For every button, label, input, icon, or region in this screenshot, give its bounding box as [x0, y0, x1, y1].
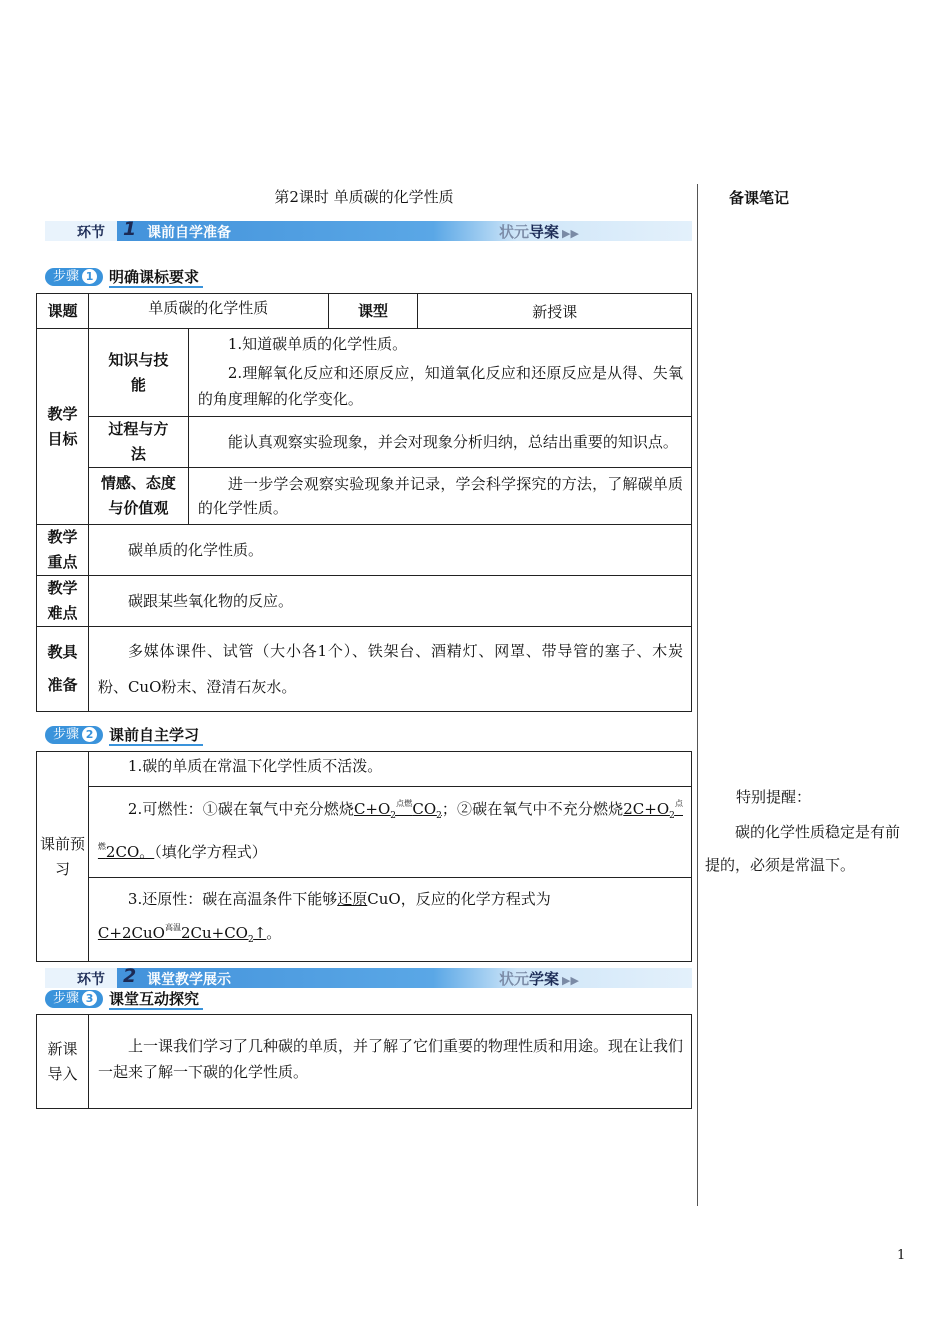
step-label-1: [45, 268, 203, 288]
up-arrow-icon: ↑: [253, 924, 267, 942]
banner-tag-bold: 导案: [529, 223, 560, 241]
banner-number: 1: [123, 218, 137, 240]
item3-blank: 还原: [337, 890, 368, 908]
item3-text-a: 3.还原性：碳在高温条件下能够: [127, 890, 338, 908]
banner-env-label: 环节: [77, 972, 105, 988]
preview-label: 课前预习: [37, 752, 89, 962]
tools-text: 多媒体课件、试管（大小各1个）、铁架台、酒精灯、网罩、带导管的塞子、木炭粉、CuO粉末、澄清石灰水。: [88, 627, 691, 712]
banner-tag-thin: 状元: [499, 970, 530, 988]
eq3-left: C+2CuO: [97, 924, 165, 942]
banner-name: 课堂教学展示: [147, 972, 231, 988]
intro-text: 上一课我们学习了几种碳的单质，并了解了它们重要的物理性质和用途。现在让我们一起来了解一下碳的化学性质。: [88, 1015, 691, 1109]
step-pill: [45, 990, 103, 1008]
table-row: [37, 468, 692, 525]
section-banner-1: [45, 218, 692, 241]
double-arrow-icon: ▶▶: [562, 974, 579, 987]
section-banner-2: [45, 965, 692, 988]
intro-table: [36, 1014, 692, 1109]
eq2-right: 2CO。: [105, 843, 155, 861]
banner-tag-bold: 学案: [529, 970, 560, 988]
process-text: 能认真观察实验现象，并会对现象分析归纳，总结出重要的知识点。: [188, 417, 691, 468]
banner-tag-thin: 状元: [499, 223, 530, 241]
eq3-right: 2Cu+CO: [180, 924, 248, 942]
step-word: 步骤: [53, 727, 80, 742]
step-title: 课前自主学习: [109, 726, 203, 746]
step-title: 明确课标要求: [109, 268, 203, 288]
eq1-right: CO: [412, 800, 437, 818]
step-number-icon: 2: [82, 727, 97, 742]
knowledge-cell: [188, 329, 691, 417]
item3-text-b: CuO，反应的化学方程式为: [367, 890, 551, 908]
margin-divider: [697, 184, 698, 1206]
item2-text-c: （填化学方程式）: [154, 843, 267, 861]
side-heading: 备课笔记: [729, 189, 790, 207]
key-point-text: 碳单质的化学性质。: [88, 525, 691, 576]
topic-value: 单质碳的化学性质: [88, 294, 328, 329]
eq2-left: 2C+O: [623, 800, 670, 818]
preview-item-1: 1.碳的单质在常温下化学性质不活泼。: [88, 752, 691, 787]
item2-text-a: 2.可燃性：①碳在氧气中充分燃烧: [127, 800, 354, 818]
equation-2: $2C+O_2^{点燃}2CO$。: [97, 799, 683, 861]
table-row: [37, 329, 692, 417]
step-title: 课堂互动探究: [109, 990, 203, 1010]
goals-label: 教学目标: [37, 329, 89, 525]
table-row: [37, 576, 692, 627]
step-pill: [45, 268, 103, 286]
emotion-label: 情感、态度与价值观: [88, 468, 188, 525]
banner-env-label: 环节: [77, 225, 105, 241]
preview-table: [36, 751, 692, 962]
table-row: [37, 525, 692, 576]
step-label-2: [45, 726, 203, 746]
page-number: 1: [897, 1248, 906, 1263]
banner-tag: [499, 221, 579, 242]
knowledge-item-1: 1.知道碳单质的化学性质。: [227, 335, 408, 353]
course-standards-table: [36, 293, 692, 712]
side-note-text: 碳的化学性质稳定是有前提的，必须是常温下。: [705, 823, 901, 874]
emotion-text: 进一步学会观察实验现象并记录，学会科学探究的方法，了解碳单质的化学性质。: [188, 468, 691, 525]
type-label: 课型: [328, 294, 418, 329]
step-word: 步骤: [53, 269, 80, 284]
preview-item-3: [88, 878, 691, 962]
table-row: [37, 294, 692, 329]
intro-label: 新课导入: [37, 1015, 89, 1109]
document-title: 第2课时 单质碳的化学性质: [274, 188, 454, 206]
preview-item-2: [88, 787, 691, 878]
eq3-condition: 高温: [164, 923, 181, 932]
item3-end: 。: [266, 924, 282, 942]
table-row: [37, 752, 692, 787]
difficulty-label: 教学难点: [37, 576, 89, 627]
step-pill: [45, 726, 103, 744]
step-number-icon: 3: [82, 991, 97, 1006]
knowledge-item-2: 2.理解氧化反应和还原反应，知道氧化反应和还原反应是从得、失氧的角度理解的化学变化。: [197, 364, 683, 408]
process-label: 过程与方法: [88, 417, 188, 468]
type-value: 新授课: [418, 294, 692, 329]
double-arrow-icon: ▶▶: [562, 227, 579, 240]
banner-number: 2: [123, 965, 137, 987]
tools-label: 教具准备: [37, 627, 89, 712]
table-row: [37, 417, 692, 468]
table-row: [37, 878, 692, 962]
table-row: [37, 1015, 692, 1109]
eq1-left: C+O: [353, 800, 391, 818]
key-point-label: 教学重点: [37, 525, 89, 576]
equation-1: $C+O_2^{点燃}CO_2$: [353, 799, 442, 821]
topic-label: 课题: [37, 294, 89, 329]
eq1-condition: 点燃: [396, 799, 413, 808]
difficulty-text: 碳跟某些氧化物的反应。: [88, 576, 691, 627]
table-row: [37, 787, 692, 878]
eq2-condition: 点燃: [97, 799, 683, 851]
item2-text-b: ；②碳在氧气中不充分燃烧: [441, 800, 624, 818]
banner-tag: [499, 968, 579, 989]
side-note-title: 特别提醒：: [736, 788, 812, 806]
step-word: 步骤: [53, 991, 80, 1006]
knowledge-label: 知识与技能: [88, 329, 188, 417]
step-number-icon: 1: [82, 269, 97, 284]
step-label-3: [45, 990, 203, 1010]
table-row: [37, 627, 692, 712]
banner-name: 课前自学准备: [147, 225, 231, 241]
equation-3: $C+2CuO^{高温}2Cu+CO_2↑$: [97, 923, 267, 945]
